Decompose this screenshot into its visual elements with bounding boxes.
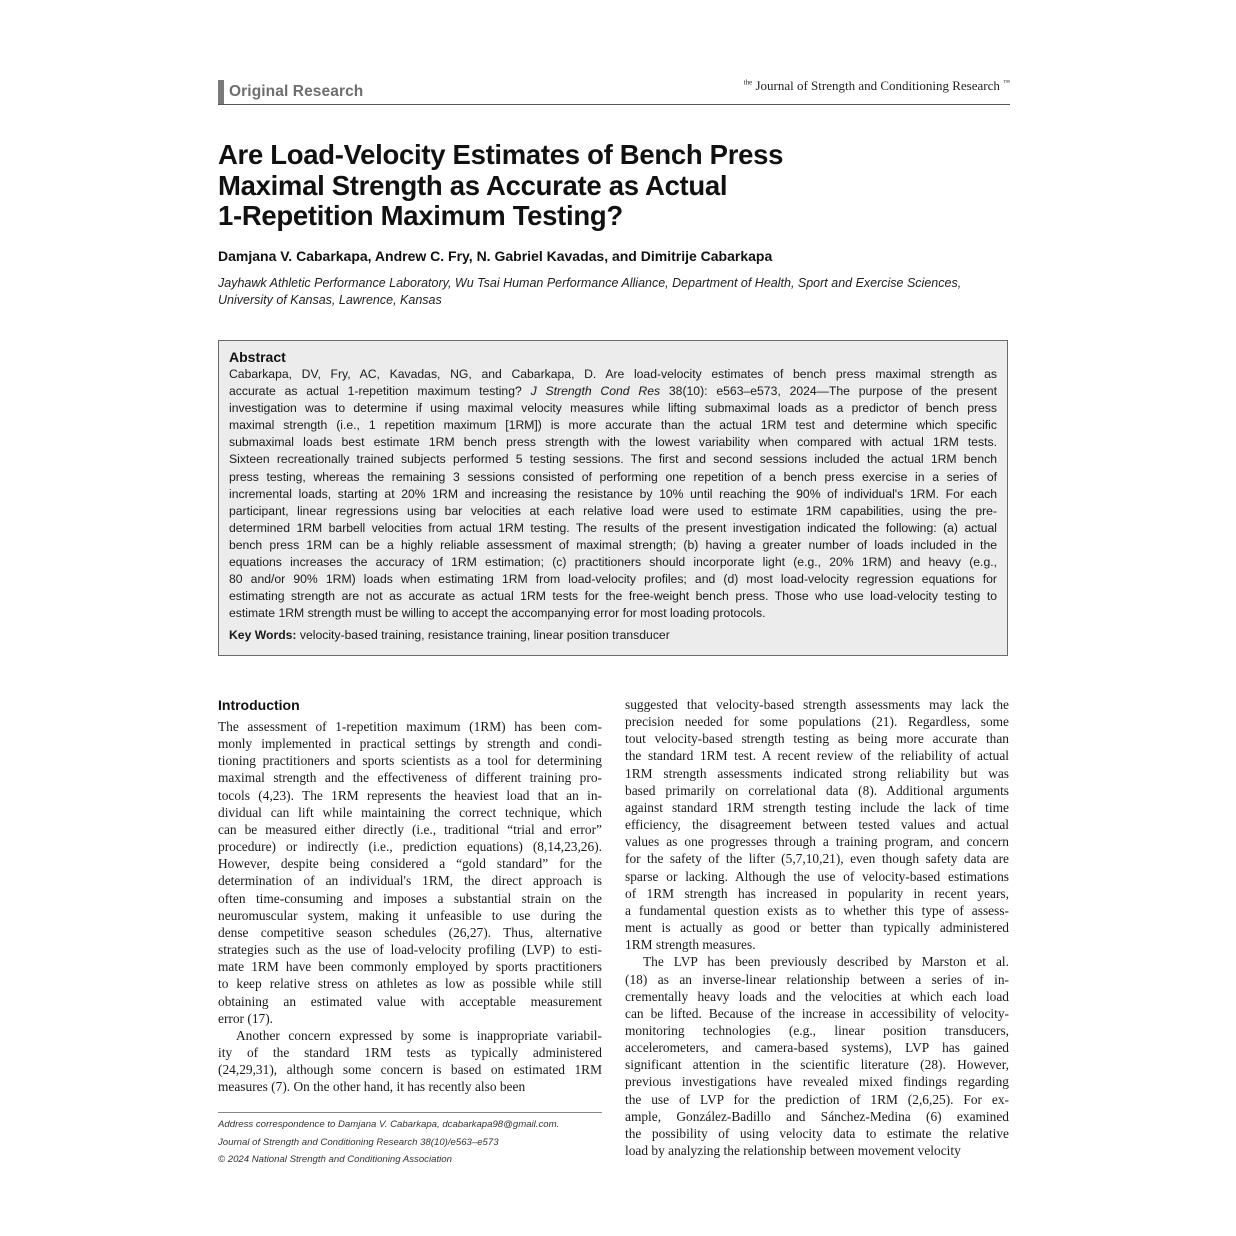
body-line: ment is actually as good or better than typically administered	[625, 920, 1009, 936]
journal-name-text: Journal of Strength and Conditioning Research	[755, 78, 1000, 93]
body-line: often time-consuming and imposes a substantial strain on the	[218, 890, 602, 906]
article-page	[218, 0, 1010, 1236]
keywords	[229, 627, 997, 644]
abstract-line: bench press 1RM can be a highly reliable assessment of maximal strength; (b) having a greater number of loads included in the	[229, 537, 997, 552]
body-line: can be measured either directly (i.e., traditional “trial and error”	[218, 821, 602, 837]
abstract-line: estimate 1RM strength must be willing to accept the accompanying error for most loading protocols.	[229, 606, 766, 621]
body-line: tout velocity-based strength testing as being more accurate than	[625, 731, 1009, 747]
body-line: dividual can lift while maintaining the correct technique, which	[218, 804, 602, 820]
abstract-line: Cabarkapa, DV, Fry, AC, Kavadas, NG, and Cabarkapa, D. Are load-velocity estimates of bench press maximal strength as	[229, 367, 997, 381]
body-line: monitoring technologies (e.g., linear position transducers,	[625, 1022, 1009, 1038]
body-line: the standard 1RM test. A recent review of the reliability of actual	[625, 748, 1009, 764]
journal-name-the: the	[743, 78, 753, 87]
footnote-correspondence: Address correspondence to Damjana V. Cabarkapa, dcabarkapa98@gmail.com.	[218, 1119, 560, 1130]
body-line: 1RM strength assessments indicated strong reliability but was	[625, 765, 1009, 781]
body-line: load by analyzing the relationship between movement velocity	[625, 1143, 961, 1159]
introduction-heading: Introduction	[218, 697, 300, 713]
body-line: a fundamental question exists as to whether this type of assess-	[625, 902, 1009, 918]
body-line: monly implemented in practical settings by strength and condi-	[218, 736, 602, 752]
title-line: 1-Repetition Maximum Testing?	[218, 200, 623, 231]
body-line: The assessment of 1-repetition maximum (1RM) has been com-	[218, 719, 602, 734]
body-line: maximal strength and the effectiveness of different training pro-	[218, 770, 602, 786]
abstract-line: accurate as actual 1-repetition maximum testing? J Strength Cond Res 38(10): e563–e573, 2024—The purpose of the present	[229, 384, 997, 399]
author-list: Damjana V. Cabarkapa, Andrew C. Fry, N. Gabriel Kavadas, and Dimitrije Cabarkapa	[218, 248, 773, 264]
body-line: for the safety of the lifter (5,7,10,21), even though safety data are	[625, 851, 1009, 867]
body-line: The LVP has been previously described by Marston et al.	[643, 954, 1009, 970]
abstract-line: press testing, whereas the remaining 3 sessions consisted of performing one repetition of a bench press exercise in a series of	[229, 469, 997, 484]
footnote-citation: Journal of Strength and Conditioning Research 38(10)/e563–e573	[218, 1136, 499, 1148]
left-column	[218, 696, 602, 1095]
body-line: neuromuscular system, making it unfeasible to use during the	[218, 907, 602, 923]
body-line: Another concern expressed by some is inappropriate variabil-	[236, 1027, 602, 1043]
keywords-text: velocity-based training, resistance training, linear position transducer	[296, 628, 670, 643]
body-line: previous investigations have revealed mixed findings regarding	[625, 1074, 1009, 1090]
body-line: dense competitive season schedules (26,27). Thus, alternative	[218, 924, 602, 940]
abstract-line: determined 1RM barbell velocities from actual 1RM testing. The results of the present investigation indicated the following: (a) actual	[229, 520, 997, 535]
body-line: ample, González-Badillo and Sánchez-Medina (6) examined	[625, 1108, 1009, 1124]
body-line: of 1RM strength has increased in popularity in recent years,	[625, 885, 1009, 901]
abstract-line: submaximal loads best estimate 1RM bench press strength with the lowest variability when compared with actual 1RM tests.	[229, 435, 997, 450]
footnotes	[218, 1112, 602, 1169]
right-column	[625, 696, 1009, 1159]
body-line: mate 1RM have been commonly employed by sports practitioners	[218, 959, 602, 975]
body-line: based primarily on correlational data (8). Additional arguments	[625, 782, 1009, 798]
journal-name-tm: ™	[1003, 78, 1010, 87]
page-header	[218, 76, 1010, 105]
section-tag	[218, 80, 363, 104]
affiliation	[218, 275, 1010, 308]
section-tag-bar	[218, 80, 224, 104]
abstract-text	[229, 366, 997, 622]
body-line: ity of the standard 1RM tests as typically administered	[218, 1044, 602, 1060]
abstract-line: equations increases the accuracy of 1RM estimation; (c) practitioners should incorporate light (e.g., 20% 1RM) and heavy (e.g.,	[229, 555, 997, 570]
body-line: error (17).	[218, 1010, 274, 1026]
abstract-box	[218, 340, 1008, 656]
abstract-line: Sixteen recreationally trained subjects performed 5 testing sessions. The first and second sessions included the actual 1RM bench	[229, 452, 997, 467]
body-line: crementally heavy loads and the velocities at which each load	[625, 988, 1009, 1004]
title-line: Are Load-Velocity Estimates of Bench Press	[218, 139, 784, 170]
body-line: to keep relative stress on athletes as low as possible while still	[218, 976, 602, 992]
body-line: suggested that velocity-based strength assessments may lack the	[625, 697, 1009, 712]
body-line: obtaining an estimated value with acceptable measurement	[218, 993, 602, 1009]
journal-citation-abbrev: J Strength Cond Res	[530, 384, 661, 399]
body-line: values as one progresses through a training program, and concern	[625, 834, 1009, 850]
body-line: 1RM strength measures.	[625, 937, 756, 953]
abstract-line: estimating strength are not as accurate as actual 1RM tests for the free-weight bench press. Those who use load-velocity testing to	[229, 589, 997, 604]
body-line: tocols (4,23). The 1RM represents the heaviest load that an in-	[218, 787, 602, 803]
body-line: significant attention in the scientific literature (28). However,	[625, 1057, 1009, 1073]
right-column-text	[625, 696, 1009, 1159]
affiliation-line: Jayhawk Athletic Performance Laboratory, Wu Tsai Human Performance Alliance, Department of Health, Sport and Exercise Sciences,	[218, 276, 962, 290]
body-line: efficiency, the disagreement between tested values and actual	[625, 817, 1009, 833]
abstract-line: maximal strength (i.e., 1 repetition maximum [1RM]) is more accurate than the actual 1RM test and determine which specific	[229, 418, 997, 433]
abstract-heading: Abstract	[229, 349, 286, 365]
body-line: (18) as an inverse-linear relationship between a series of in-	[625, 971, 1009, 987]
body-line: can be lifted. Because of the increase in accessibility of velocity-	[625, 1005, 1009, 1021]
body-line: strategies such as the use of load-velocity profiling (LVP) to esti-	[218, 942, 602, 958]
body-line: sparse or lacking. Although the use of velocity-based estimations	[625, 868, 1009, 884]
title-line: Maximal Strength as Accurate as Actual	[218, 169, 728, 201]
article-title	[218, 140, 978, 232]
body-line: (24,29,31), although some concern is based on estimated 1RM	[218, 1062, 602, 1078]
affiliation-line: University of Kansas, Lawrence, Kansas	[218, 292, 442, 307]
abstract-line: investigation was to determine if using maximal velocity measures while lifting submaximal loads as a predictor of bench press	[229, 401, 997, 416]
body-line: determination of an individual's 1RM, the direct approach is	[218, 873, 602, 889]
body-line: However, despite being considered a “gold standard” for the	[218, 856, 602, 872]
body-line: the possibility of using velocity data to estimate the relative	[625, 1125, 1009, 1141]
journal-name	[744, 78, 1010, 94]
body-line: measures (7). On the other hand, it has recently also been	[218, 1079, 526, 1095]
body-line: procedure) or indirectly (i.e., prediction equations) (8,14,23,26).	[218, 839, 602, 855]
left-column-text	[218, 718, 602, 1095]
body-line: accelerometers, and camera-based systems), LVP has gained	[625, 1040, 1009, 1056]
body-line: the use of LVP for the prediction of 1RM (2,6,25). For ex-	[625, 1091, 1009, 1107]
body-line: precision needed for some populations (21). Regardless, some	[625, 714, 1009, 730]
keywords-label: Key Words:	[229, 628, 297, 643]
section-tag-label: Original Research	[229, 83, 364, 100]
body-line: tioning practitioners and sports scientists as a tool for determining	[218, 753, 602, 769]
body-line: against standard 1RM strength testing include the lack of time	[625, 799, 1009, 815]
abstract-line: 80 and/or 90% 1RM) loads when estimating 1RM from load-velocity profiles; and (d) most load-velocity regression equations for	[229, 572, 997, 587]
footnote-copyright: © 2024 National Strength and Conditioning Association	[218, 1154, 452, 1165]
abstract-line: incremental loads, starting at 20% 1RM and increasing the resistance by 10% until reaching the 90% of individual's 1RM. For each	[229, 486, 997, 501]
abstract-line: participant, linear regressions using bar velocities at each relative load were used to estimate 1RM capabilities, using the pre-	[229, 503, 997, 518]
